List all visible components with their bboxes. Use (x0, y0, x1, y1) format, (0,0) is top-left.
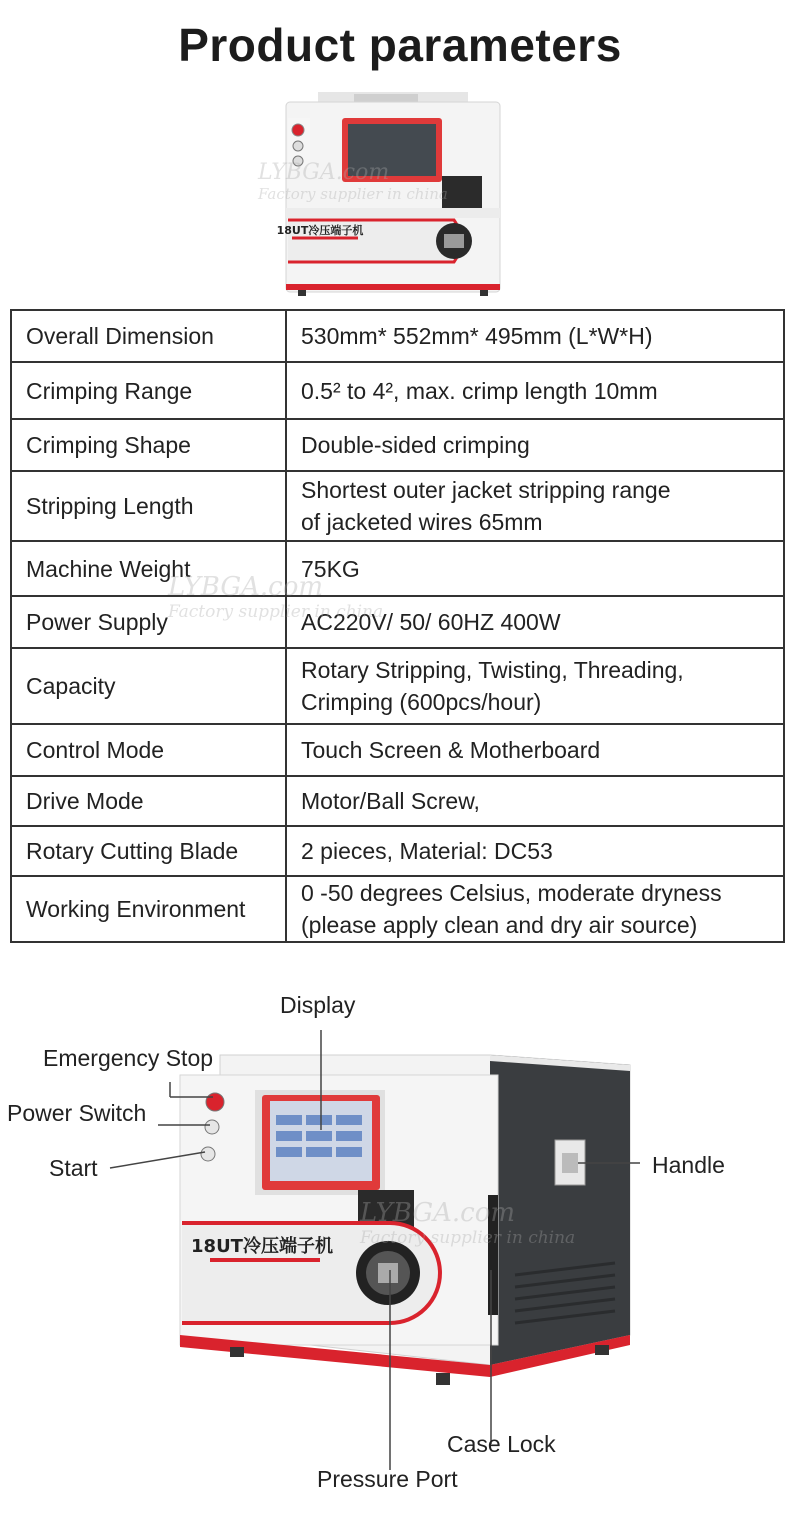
spec-label: Machine Weight (11, 541, 286, 596)
callout-power-switch: Power Switch (7, 1100, 147, 1126)
spec-label: Control Mode (11, 724, 286, 776)
spec-label: Stripping Length (11, 471, 286, 541)
spec-value-line: 75KG (301, 555, 360, 582)
callout-display: Display (280, 992, 356, 1018)
spec-label: Working Environment (11, 876, 286, 942)
spec-label: Crimping Range (11, 362, 286, 419)
spec-value-line: (please apply clean and dry air source) (301, 912, 698, 938)
spec-value-line: Motor/Ball Screw, (301, 788, 480, 814)
page-title: Product parameters (178, 19, 622, 71)
spec-label: Crimping Shape (11, 419, 286, 471)
callout-start: Start (49, 1155, 98, 1181)
callout-case-lock: Case Lock (447, 1431, 556, 1457)
spec-value-line: Rotary Stripping, Twisting, Threading, (301, 657, 684, 683)
callout-pressure-port: Pressure Port (317, 1466, 458, 1492)
spec-label: Power Supply (11, 596, 286, 648)
spec-value-line: Shortest outer jacket stripping range (301, 477, 671, 503)
spec-label: Overall Dimension (11, 310, 286, 362)
spec-value-line: of jacketed wires 65mm (301, 509, 543, 535)
spec-value-line: 0 -50 degrees Celsius, moderate dryness (301, 880, 722, 906)
spec-value-line: 2 pieces, Material: DC53 (301, 838, 553, 864)
watermark-top: LYBGA.com Factory supplier in china (258, 160, 448, 203)
machine-model-label: 18UT冷压端子机 (276, 224, 364, 237)
spec-value-line: Touch Screen & Motherboard (301, 737, 601, 763)
spec-value-line: Crimping (600pcs/hour) (301, 689, 542, 715)
watermark-table: LYBGA.com Factory supplier in china (168, 572, 384, 622)
machine-model-label-large: 18UT冷压端子机 (191, 1236, 333, 1257)
watermark-photo: LYBGA.com Factory supplier in china (360, 1198, 576, 1248)
callout-emergency-stop: Emergency Stop (43, 1045, 214, 1071)
spec-value-line: Double-sided crimping (301, 432, 530, 458)
callout-handle: Handle (652, 1152, 725, 1178)
spec-value-line: 530mm* 552mm* 495mm (L*W*H) (301, 323, 653, 349)
spec-value-line: 0.5² to 4², max. crimp length 10mm (301, 377, 658, 404)
spec-value-line: AC220V/ 50/ 60HZ 400W (301, 609, 561, 635)
spec-label: Rotary Cutting Blade (11, 826, 286, 876)
spec-label: Capacity (11, 648, 286, 724)
spec-label: Drive Mode (11, 776, 286, 826)
